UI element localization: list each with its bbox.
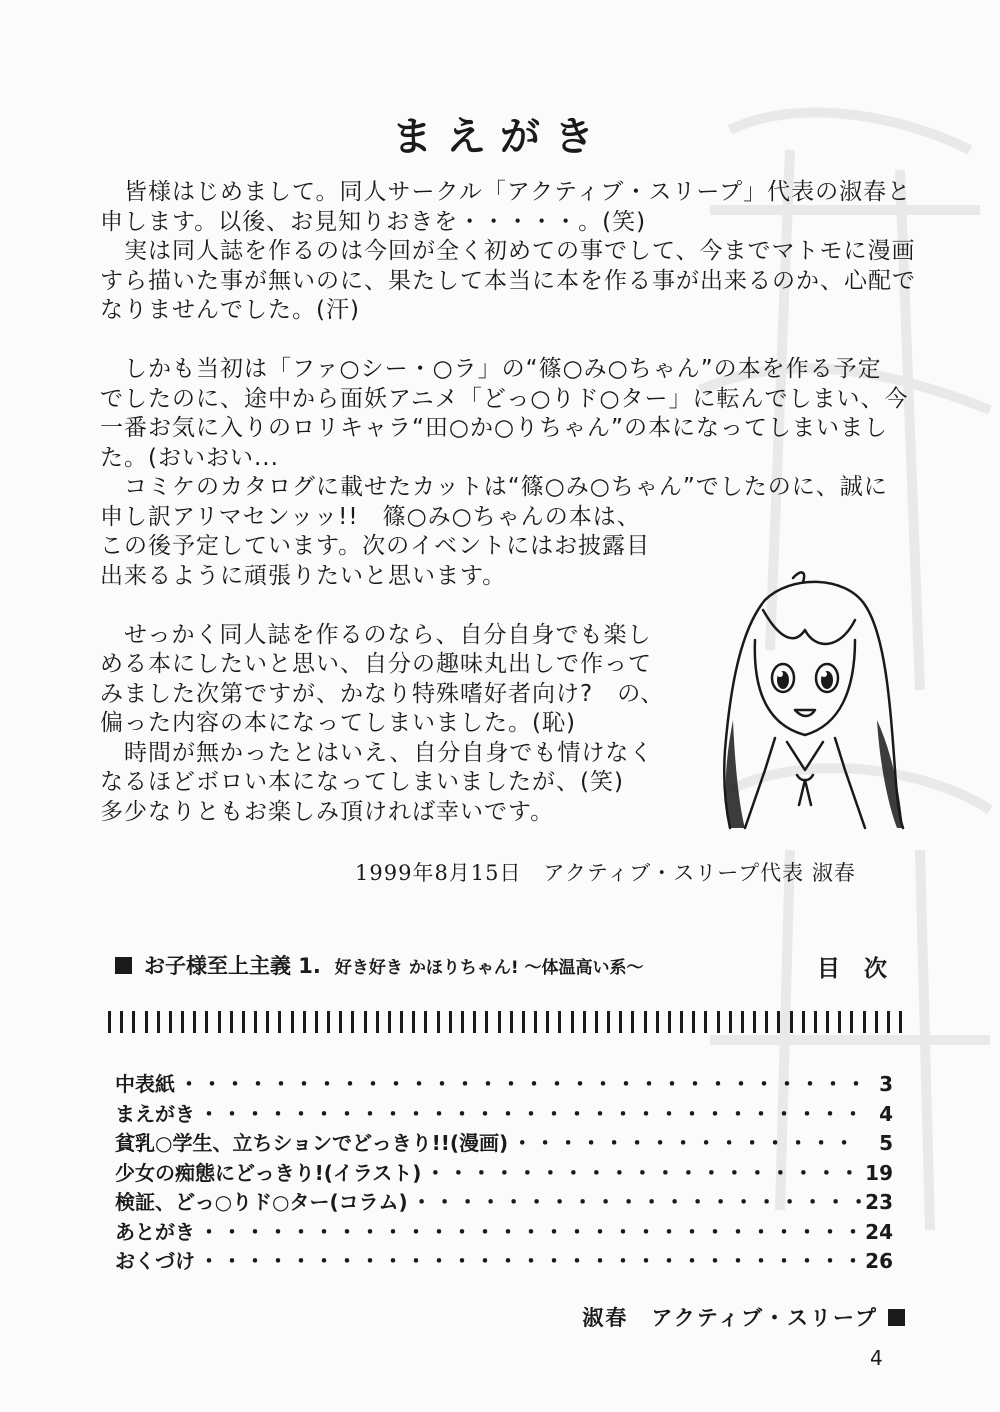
bar-rule-stroke [802, 1011, 805, 1033]
toc-entry [115, 1127, 893, 1157]
toc-heading: 目 次 [816, 956, 895, 982]
bar-rule-stroke [303, 1011, 306, 1033]
body-line: せっかく同人誌を作るのなら、自分自身でも楽し [100, 621, 652, 648]
table-of-contents [115, 1068, 893, 1275]
bar-rule-stroke [741, 1011, 744, 1033]
bar-rule-stroke [583, 1011, 586, 1033]
bar-rule-stroke [631, 1011, 634, 1033]
toc-entry-label: 中表紙 [115, 1072, 175, 1096]
bar-rule-stroke [254, 1011, 257, 1033]
toc-entry-label: あとがき [115, 1219, 195, 1244]
bar-rule-stroke [765, 1011, 768, 1033]
toc-entry-label: 少女の痴態にどっきり!(イラスト) [115, 1160, 422, 1185]
toc-entry-label: まえがき [115, 1101, 195, 1126]
page-title: まえがき [392, 114, 608, 160]
body-line: しかも当初は「ファ○シー・○ラ」の“篠○み○ちゃん”の本を作る予定 [100, 356, 882, 382]
toc-entry-page: 26 [865, 1249, 893, 1273]
bar-rule-stroke [875, 1011, 878, 1033]
decorative-bar-rule [108, 1011, 903, 1033]
bar-rule-stroke [412, 1011, 415, 1033]
toc-leader-dots [199, 1098, 863, 1127]
toc-entry-page: 3 [879, 1072, 893, 1096]
bar-rule-stroke [230, 1011, 233, 1033]
toc-entry [115, 1068, 893, 1098]
body-line: でしたのに、途中から面妖アニメ「どっ○りド○ター」に転んでしまい、今 [100, 385, 909, 412]
body-line: める本にしたいと思い、自分の趣味丸出しで作って [100, 651, 652, 677]
bar-rule-stroke [132, 1011, 135, 1033]
bar-rule-stroke [680, 1011, 683, 1033]
bar-rule-stroke [668, 1011, 671, 1033]
toc-leader-dots [199, 1245, 861, 1274]
square-bullet-icon [888, 1309, 905, 1326]
body-line: 時間が無かったとはいえ、自分自身でも情けなく [100, 739, 654, 766]
bar-rule-stroke [339, 1011, 342, 1033]
bar-rule-stroke [656, 1011, 659, 1033]
body-line: 多少なりともお楽しみ頂ければ幸いです。 [100, 798, 555, 825]
bar-rule-stroke [145, 1011, 148, 1033]
bar-rule-stroke [181, 1011, 184, 1033]
body-line: 申し訳アリマセンッッ!! 篠○み○ちゃんの本は、 [100, 503, 641, 530]
toc-entry-label: おくづけ [115, 1249, 195, 1273]
body-line: 偏った内容の本になってしまいました。(恥) [100, 710, 576, 736]
bar-rule-stroke [826, 1011, 829, 1033]
bar-rule-stroke [157, 1011, 160, 1033]
bar-rule-stroke [351, 1011, 354, 1033]
bar-rule-stroke [169, 1011, 172, 1033]
bar-rule-stroke [607, 1011, 610, 1033]
body-line: すら描いた事が無いのに、果たして本当に本を作る事が出来るのか、心配で [100, 267, 916, 294]
toc-leader-dots [425, 1157, 861, 1186]
bar-rule-stroke [461, 1011, 464, 1033]
bar-rule-stroke [291, 1011, 294, 1033]
bar-rule-stroke [838, 1011, 841, 1033]
footer-text: 淑春 アクティブ・スリープ [582, 1306, 878, 1330]
bar-rule-stroke [887, 1011, 890, 1033]
bar-rule-stroke [108, 1011, 111, 1033]
bar-rule-stroke [485, 1011, 488, 1033]
toc-leader-dots [179, 1068, 863, 1097]
bar-rule-stroke [242, 1011, 245, 1033]
bar-rule-stroke [595, 1011, 598, 1033]
bar-rule-stroke [364, 1011, 367, 1033]
body-line: 出来るように頑張りたいと思います。 [100, 562, 507, 589]
bar-rule-stroke [692, 1011, 695, 1033]
bar-rule-stroke [193, 1011, 196, 1033]
bar-rule-stroke [777, 1011, 780, 1033]
toc-entry [115, 1245, 893, 1275]
toc-entry-label: 貧乳○学生、立ちションでどっきり!!(漫画) [115, 1131, 509, 1155]
series-header [115, 950, 905, 982]
bar-rule-stroke [704, 1011, 707, 1033]
toc-entry-page: 19 [865, 1160, 893, 1185]
bar-rule-stroke [449, 1011, 452, 1033]
bar-rule-stroke [266, 1011, 269, 1033]
bar-rule-stroke [424, 1011, 427, 1033]
bar-rule-stroke [437, 1011, 440, 1033]
body-line: コミケのカタログに載せたカットは“篠○み○ちゃん”でしたのに、誠に [100, 474, 888, 500]
body-line: 皆様はじめまして。同人サークル「アクティブ・スリープ」代表の淑春と [100, 179, 912, 205]
bar-rule-stroke [218, 1011, 221, 1033]
bar-rule-stroke [863, 1011, 866, 1033]
bar-rule-stroke [790, 1011, 793, 1033]
body-line: 一番お気に入りのロリキャラ“田○か○りちゃん”の本になってしまいまし [100, 415, 888, 441]
body-line: みました次第ですが、かなり特殊嗜好者向け? の、 [100, 680, 665, 707]
toc-entry [115, 1157, 893, 1187]
toc-entry-label: 検証、どっ○りド○ター(コラム) [115, 1190, 408, 1214]
bar-rule-stroke [522, 1011, 525, 1033]
bar-rule-stroke [717, 1011, 720, 1033]
toc-entry [115, 1186, 893, 1216]
bar-rule-stroke [473, 1011, 476, 1033]
body-line: なりませんでした。(汗) [100, 297, 360, 323]
bar-rule-stroke [205, 1011, 208, 1033]
bar-rule-stroke [558, 1011, 561, 1033]
bar-rule-stroke [534, 1011, 537, 1033]
bar-rule-stroke [315, 1011, 318, 1033]
footer-credit [582, 1302, 905, 1332]
bar-rule-stroke [899, 1011, 902, 1033]
toc-leader-dots [199, 1216, 861, 1245]
toc-entry-page: 4 [879, 1101, 893, 1126]
toc-leader-dots [512, 1127, 863, 1156]
bar-rule-stroke [510, 1011, 513, 1033]
toc-entry-page: 23 [865, 1190, 893, 1214]
character-illustration [705, 570, 905, 830]
bar-rule-stroke [388, 1011, 391, 1033]
toc-entry-page: 24 [865, 1219, 893, 1244]
bar-rule-stroke [278, 1011, 281, 1033]
bar-rule-stroke [498, 1011, 501, 1033]
toc-leader-dots [412, 1186, 862, 1215]
toc-entry [115, 1216, 893, 1246]
page-number: 4 [870, 1346, 883, 1370]
series-name: お子様至上主義 1. [144, 954, 321, 978]
bar-rule-stroke [619, 1011, 622, 1033]
bar-rule-stroke [571, 1011, 574, 1033]
bar-rule-stroke [814, 1011, 817, 1033]
toc-entry [115, 1098, 893, 1128]
square-bullet-icon [115, 957, 132, 974]
bar-rule-stroke [850, 1011, 853, 1033]
body-line: 申します。以後、お見知りおきを・・・・・。(笑) [100, 208, 647, 235]
bar-rule-stroke [120, 1011, 123, 1033]
bar-rule-stroke [729, 1011, 732, 1033]
body-line: た。(おいおい... [100, 444, 279, 471]
signature: 1999年8月15日 アクティブ・スリープ代表 淑春 [355, 861, 856, 885]
body-line: なるほどボロい本になってしまいましたが、(笑) [100, 769, 624, 795]
body-line: 実は同人誌を作るのは今回が全く初めての事でして、今までマトモに漫画 [100, 238, 916, 264]
bar-rule-stroke [546, 1011, 549, 1033]
body-gap [100, 326, 910, 356]
bar-rule-stroke [753, 1011, 756, 1033]
bar-rule-stroke [327, 1011, 330, 1033]
toc-entry-page: 5 [879, 1131, 893, 1155]
bar-rule-stroke [400, 1011, 403, 1033]
bar-rule-stroke [376, 1011, 379, 1033]
body-line: この後予定しています。次のイベントにはお披露目 [100, 533, 651, 559]
bar-rule-stroke [644, 1011, 647, 1033]
series-subtitle: 好き好き かほりちゃん! ～体温高い系～ [334, 958, 644, 978]
